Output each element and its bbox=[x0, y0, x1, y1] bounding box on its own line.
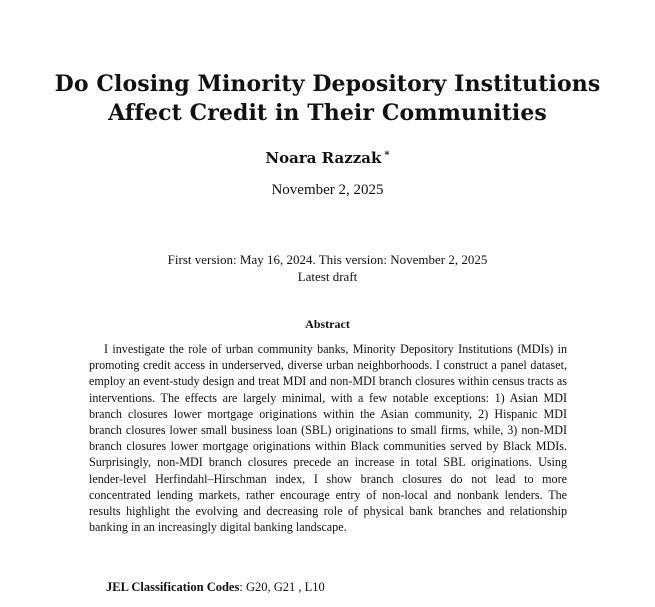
version-info bbox=[0, 251, 655, 285]
draft-link[interactable]: Latest draft bbox=[297, 269, 358, 284]
paper-title bbox=[20, 70, 635, 128]
abstract-text: I investigate the role of urban community banks, Minority Depository Institutions (MDIs) in promoting credit access in underserved, diverse urban neighborhoods. I construct a panel dataset, employ an event-study design and treat MDI and non-MDI branch closures within census tracts as interventions. The effects are largely minimal, with a few notable exceptions: 1) Asian MDI branch closures lower mortgage originations within the Asian community, 2) Hispanic MDI branch closures lower small business loan (SBL) originations to small firms, while, 3) non-MDI branch closures lower mortgage originations within Black communities served by Black MDIs. Surprisingly, non-MDI branch closures precede an increase in total SBL originations. Using lender-level Herfindahl–Hirschman index, I show branch closures do not lead to more concentrated lending markets, rather encourage entry of non-local and nonbank lenders. The results highlight the evolving and decreasing role of physical bank branches and relationship banking in an increasingly digital banking landscape. bbox=[89, 342, 567, 535]
jel-codes bbox=[106, 580, 325, 595]
title-line-2: Affect Credit in Their Communities bbox=[108, 100, 547, 126]
abstract-heading: Abstract bbox=[305, 317, 350, 331]
paper-date: November 2, 2025 bbox=[271, 182, 384, 198]
version-line: First version: May 16, 2024. This version: November 2, 2025 bbox=[167, 252, 488, 267]
jel-label: JEL Classification Codes bbox=[106, 580, 240, 594]
author-line bbox=[0, 149, 655, 167]
title-line-1: Do Closing Minority Depository Institutions bbox=[54, 71, 601, 97]
author-footnote-marker[interactable]: * bbox=[384, 150, 390, 161]
author-name: Noara Razzak bbox=[265, 149, 382, 167]
jel-values: : G20, G21 , L10 bbox=[239, 580, 325, 594]
